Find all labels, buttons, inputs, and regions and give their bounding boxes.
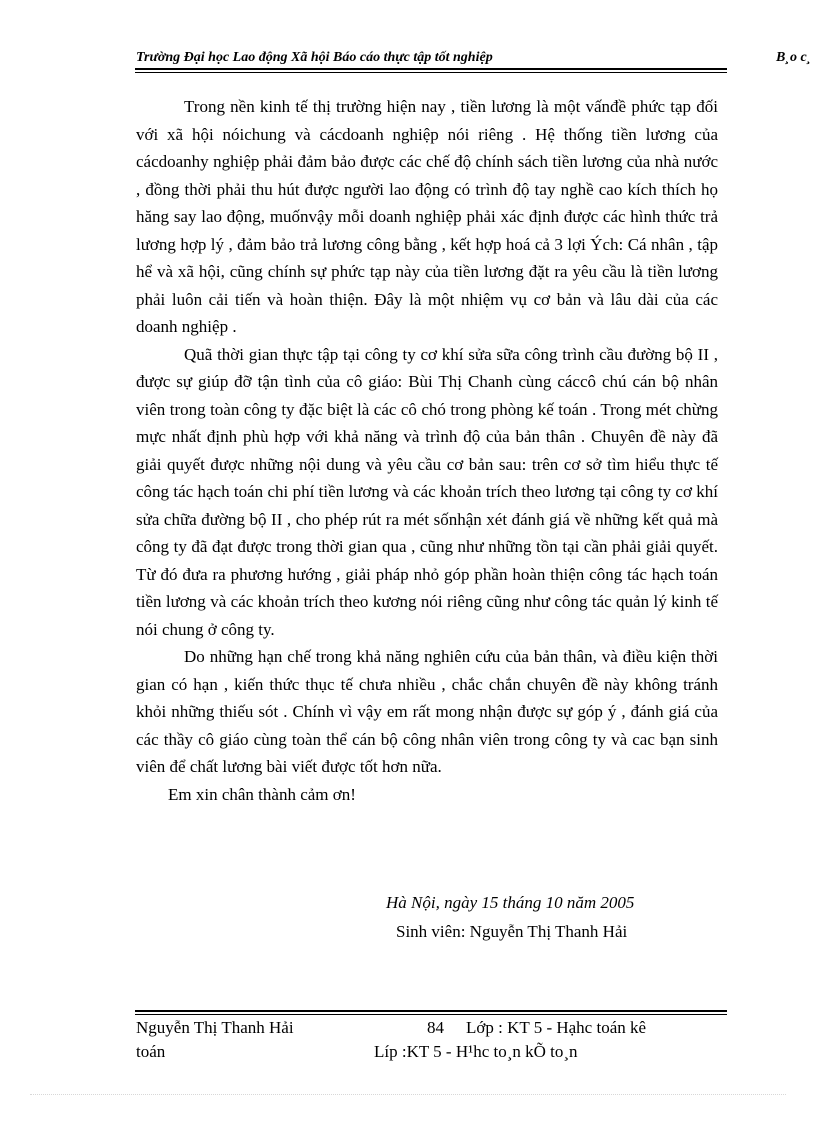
running-header: Trường Đại học Lao động Xã hội Báo cáo thực tập tốt nghiệp bbox=[136, 50, 493, 65]
footer-class-legacy: Líp :KT 5 - H¹hc to¸n kÕ to¸n bbox=[374, 1042, 578, 1061]
paragraph-4: Em xin chân thành cảm ơn! bbox=[168, 784, 356, 804]
footer-author-cont: toán bbox=[136, 1042, 166, 1061]
page-edge bbox=[30, 1094, 786, 1095]
footer-author: Nguyễn Thị Thanh Hải bbox=[136, 1018, 294, 1037]
signature-date: Hà Nội, ngày 15 tháng 10 năm 2005 bbox=[386, 893, 635, 912]
footer-rule bbox=[135, 1010, 727, 1012]
page-number: 84 bbox=[427, 1018, 444, 1037]
running-header-cut: B¸o c¸ bbox=[776, 50, 812, 65]
paragraph-3: Do những hạn chế trong khả năng nghiên cứu của bản thân, và điều kiện thời gian có hạn , kiến thức thục tế chưa nhiều , chắc chắn chuyên đề này không tránh khỏi những thiếu sót . Chính vì vậy em rất mong nhận được sự góp ý , đánh giá của các thầy cô giáo cùng toàn thể cán bộ công nhân viên trong công ty và cac bạn sinh viên để chất lương bài viết được tốt hơn nữa. bbox=[136, 647, 718, 776]
signature-name: Sinh viên: Nguyễn Thị Thanh Hải bbox=[396, 922, 628, 941]
paragraph-1: Trong nền kinh tế thị trường hiện nay , tiền lương là một vấnđề phức tạp đối với xã hội nóichung và cácdoanh nghiệp nói riêng . Hệ thống tiền lương của cácdoanhy nghiệp phải đảm bảo được các chế độ chính sách tiền lương của nhà nước , đồng thời phải thu hút được người lao động có trình độ tay nghề cao kích thích họ hăng say lao động, muốnvậy mỗi doanh nghiệp phải xác định được các hình thức trả lương hợp lý , đảm bảo trả lương công bằng , kết hợp hoá cả 3 lợi Ých: Cá nhân , tập hể và xã hội, cũng chính sự phức tạp này của tiền lương đặt ra yêu cầu là tiền lương phải luôn cải tiến và hoàn thiện. Đây là một nhiệm vụ cơ bản và lâu dài của các doanh nghiệp . bbox=[136, 97, 718, 336]
footer-class: Lớp : KT 5 - Hạhc toán kê bbox=[466, 1018, 647, 1037]
header-rule-thin bbox=[135, 72, 727, 73]
body-text bbox=[136, 93, 718, 808]
footer-rule-thin bbox=[135, 1014, 727, 1015]
paragraph-2: Quã thời gian thực tập tại công ty cơ khí sửa sữa công trình cầu đường bộ II , được sự giúp đỡ tận tình của cô giáo: Bùi Thị Chanh cùng cáccô chú cán bộ nhân viên trong toàn công ty đặc biệt là các cô chó trong phòng kế toán . Trong mét chừng mực nhất định phù hợp với khả năng và trình độ của bản thân . Chuyên đề này đã giải quyết được những nội dung và yêu cầu cơ bản sau: trên cơ sở tìm hiểu thực tế công tác hạch toán chi phí tiền lương và các khoản trích theo lương tại công ty cơ khí sửa chữa đường bộ II , cho phép rút ra mét sốnhận xét đánh giá về những kết quả mà công ty đã đạt được trong thời gian qua , cũng như những tồn tại cần phải giải quyết. Từ đó đưa ra phương hướng , giải pháp nhỏ góp phần hoàn thiện công tác hạch toán tiền lương và các khoản trích theo kương nói riêng cũng như công tác quản lý kinh tế nói chung ở công ty. bbox=[136, 344, 718, 639]
header-rule bbox=[135, 68, 727, 70]
